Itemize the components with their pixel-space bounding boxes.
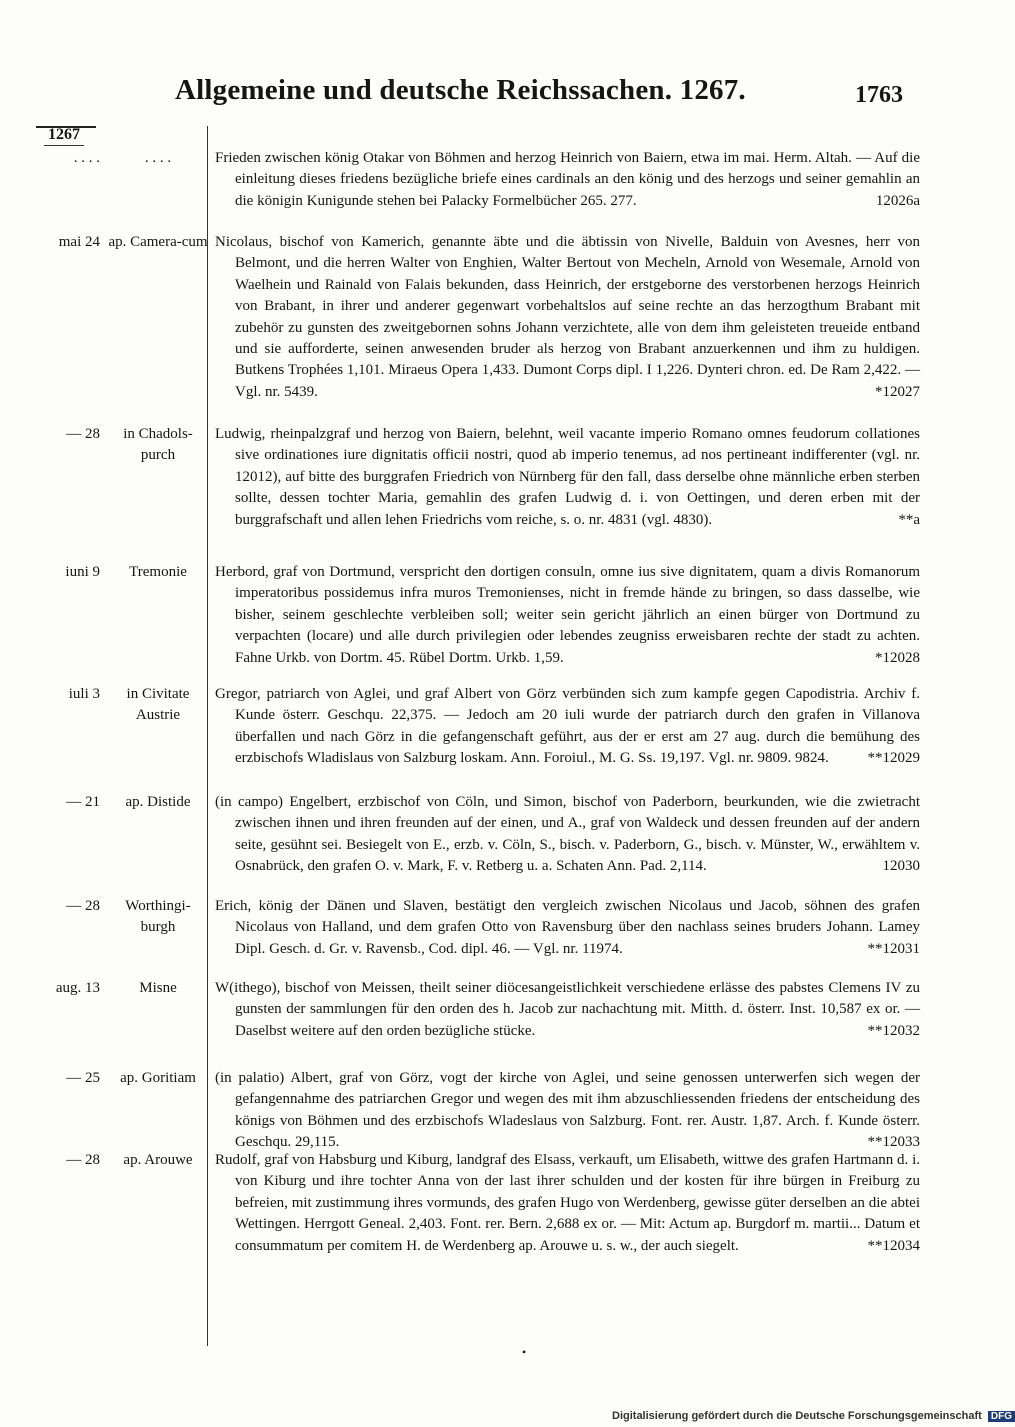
entry-number: 12030 xyxy=(882,858,920,875)
entry-text-block xyxy=(215,896,920,960)
entry-text-block xyxy=(215,424,920,531)
entry-place: ap. Arouwe xyxy=(123,1152,193,1168)
entry-place: ap. Distide xyxy=(125,794,191,810)
entry-place: ap. Goritiam xyxy=(120,1070,196,1086)
entry-number: **12029 xyxy=(867,750,920,767)
entry-number: *12028 xyxy=(875,649,920,666)
dfg-logo: DFG xyxy=(988,1411,1015,1422)
entry-place: . . . . xyxy=(144,150,172,166)
page-title: Allgemeine und deutsche Reichssachen. 1267. xyxy=(175,74,746,106)
entry-date: iuli 3 xyxy=(68,686,100,702)
entry-number: **12034 xyxy=(867,1237,920,1254)
regest-entry xyxy=(30,424,920,531)
entry-text-block xyxy=(215,232,920,403)
entry-date: — 25 xyxy=(66,1070,100,1086)
regest-entry xyxy=(30,792,920,878)
regest-entry xyxy=(30,232,920,403)
entry-text: Frieden zwischen könig Otakar von Böhmen and herzog Heinrich von Baiern, etwa im mai. Herm. Altah. — Auf die einleitung dieses friedens bezügliche briefe eines cardinals an den könig und des herzogs und seiner gemahlin an die königin Kunigunde stehen bei Palacky Formelbücher 265. 277. xyxy=(215,150,920,209)
entry-date: . . . . xyxy=(73,150,100,166)
regest-entry xyxy=(30,148,920,212)
entry-number: **a xyxy=(898,511,920,528)
regest-entry xyxy=(30,1068,920,1154)
year-label: 1267 xyxy=(44,126,84,146)
entry-number: *12027 xyxy=(875,383,920,400)
entry-text: Gregor, patriarch von Aglei, und graf Albert von Görz verbünden sich zum kampfe gegen Capodistria. Archiv f. Kunde österr. Geschqu. 22,375. — Jedoch am 20 iuli wurde der patriarch durch den grafen in Villanova überfallen und nach Görz in die gefangenschaft geführt, aus der er erst am 27 aug. durch die bemühung des erzbischofs Wladislaus von Salzburg loskam. Ann. Foroiul., M. G. Ss. 19,197. Vgl. nr. 9809. 9824. xyxy=(215,686,920,767)
entry-text-block xyxy=(215,562,920,669)
ink-dot: • xyxy=(522,1345,527,1359)
entry-place: Tremonie xyxy=(129,564,187,580)
entry-number: **12032 xyxy=(867,1022,920,1039)
entry-date: mai 24 xyxy=(58,234,100,250)
entry-text: Nicolaus, bischof von Kamerich, genannte äbte und die äbtissin von Nivelle, Balduin von Avesnes, herr von Belmont, und die herren Walter von Enghien, Walter Bertout von Mecheln, Arnold von Wesemale, Arnold von Waelhein und Rainald von Falais bekunden, dass Heinrich, der erstgeborne des verstorbenen herzogs Heinrich von Brabant, in ihrer und anderer gegenwart vorbehaltslos auf seine rechte an das herzogthum Brabant mit zubehör zu gunsten des zweitgebornen sohns Johann verzichtete, alle von dem ihm geleisteten treueide entband und sie aufforderte, seinen anwesenden bruder als herzog von Brabant anzuerkennen und ihm zu huldigen. Butkens Trophées 1,101. Miraeus Opera 1,433. Dumont Corps dipl. I 1,226. Dynteri chron. ed. De Ram 2,422. — Vgl. nr. 5439. xyxy=(215,234,920,400)
entry-date: aug. 13 xyxy=(55,980,100,996)
entry-text-block xyxy=(215,148,920,212)
entry-text: W(ithego), bischof von Meissen, theilt seiner diöcesangeistlichkeit verschiedene erlässe des pabstes Clemens IV zu gunsten der sammlungen für den orden des h. Jacob zur nachachtung mit. Mitth. d. österr. Inst. 10,587 ex or. — Daselbst weitere auf den orden bezügliche stücke. xyxy=(215,980,920,1039)
entry-text-block xyxy=(215,978,920,1042)
entry-text: Herbord, graf von Dortmund, verspricht den dortigen consuln, omne ius sive dignitatem, quam a divis Romanorum imperatoribus possidemus infra muros Tremonienses, nicht in fremde hände zu bringen, so dass dasselbe, wie bisher, seinem geschlechte verbleiben soll; weiter sein gericht jährlich an einen bürger von Dortmund zu verpachten (locare) und alle durch privilegien oder lebendes zeugniss erweisbaren rechte der stadt zu achten. Fahne Urkb. von Dortm. 45. Rübel Dortm. Urkb. 1,59. xyxy=(215,564,920,666)
entry-date: iuni 9 xyxy=(65,564,100,580)
entry-text: Rudolf, graf von Habsburg und Kiburg, landgraf des Elsass, verkauft, um Elisabeth, wittwe des grafen Hartmann d. i. von Kiburg und ihre tochter Anna von der last ihrer schulden und der kosten für ihre bürgen in Freiburg zu befreien, mit zustimmung ihres vormunds, des grafen Hugo von Werdenberg, gewisse güter derselben an die abtei Wettingen. Herrgott Geneal. 2,403. Font. rer. Bern. 2,688 ex or. — Mit: Actum ap. Burgdorf m. martii... Datum et consummatum per comitem H. de Werdenberg ap. Arouwe u. s. w., der auch siegelt. xyxy=(215,1152,920,1254)
entry-number: **12033 xyxy=(867,1134,920,1151)
regest-entry xyxy=(30,1150,920,1257)
entry-text: Ludwig, rheinpalzgraf und herzog von Baiern, belehnt, weil vacante imperio Romano omnes feudorum collationes sive ordinationes iure dignitatis officii nostri, quod ab imperio tenemus, ad nos pertineant indifferenter (vgl. nr. 12012), auf bitte des burggrafen Friedrich von Nürnberg für den fall, dass derselbe ohne männliche erben sterben sollte, dessen tochter Maria, gemahlin des grafen Ludwig d. i. von Oettingen, und deren erben mit der burggrafschaft und allen lehen Friedrichs vom reiche, s. o. nr. 4831 (vgl. 4830). xyxy=(215,426,920,528)
entry-place: in Chadols-purch xyxy=(123,426,193,464)
entry-date: — 28 xyxy=(66,426,100,442)
regest-entry xyxy=(30,978,920,1042)
entry-text: (in palatio) Albert, graf von Görz, vogt der kirche von Aglei, und seine genossen unterwerfen sich wegen der gefangennahme des patriarchen Gregor und wegen des mit ihm abzuschliessenden friedens der entscheidung des königs von Böhmen und des erzbischofs Wladeslaus von Salzburg. Font. rer. Austr. 1,87. Arch. f. Kunde österr. Geschqu. 29,115. xyxy=(215,1070,920,1151)
entry-text-block xyxy=(215,684,920,770)
entry-date: — 21 xyxy=(66,794,100,810)
regest-entry xyxy=(30,896,920,960)
entry-number: 12026a xyxy=(875,192,920,209)
entry-place: Worthingi-burgh xyxy=(125,898,191,936)
footer-text: Digitalisierung gefördert durch die Deutsche Forschungsgemeinschaft xyxy=(612,1410,982,1422)
entry-text-block xyxy=(215,1150,920,1257)
regest-entry xyxy=(30,562,920,669)
regest-entry xyxy=(30,684,920,770)
entry-text: (in campo) Engelbert, erzbischof von Cöln, und Simon, bischof von Paderborn, beurkunden, wie die zwietracht zwischen ihnen und ihren freunden auf der einen, und A., graf von Waldeck und dessen freunden auf der andern seite, gesühnt sei. Besiegelt von E., erzb. v. Cöln, S., bisch. v. Paderborn, G., bisch. v. Münster, W., erwähltem v. Osnabrück, den grafen O. v. Mark, F. v. Retberg u. a. Schaten Ann. Pad. 2,114. xyxy=(215,794,920,875)
entry-place: Misne xyxy=(139,980,177,996)
footer-credit xyxy=(612,1410,1015,1422)
entry-number: **12031 xyxy=(867,940,920,957)
entry-text-block xyxy=(215,1068,920,1154)
entry-place: ap. Camera-cum xyxy=(108,234,208,250)
entry-place: in Civitate Austrie xyxy=(126,686,190,724)
entry-date: — 28 xyxy=(66,898,100,914)
page-number: 1763 xyxy=(855,82,903,108)
entry-text: Erich, könig der Dänen und Slaven, bestätigt den vergleich zwischen Nicolaus und Jacob, söhnen des grafen Nicolaus von Halland, und dem grafen Otto von Ravensburg über den nachlass seines bruders Johann. Lamey Dipl. Gesch. d. Gr. v. Ravensb., Cod. dipl. 46. — Vgl. nr. 11974. xyxy=(215,898,920,957)
entry-date: — 28 xyxy=(66,1152,100,1168)
entry-text-block xyxy=(215,792,920,878)
